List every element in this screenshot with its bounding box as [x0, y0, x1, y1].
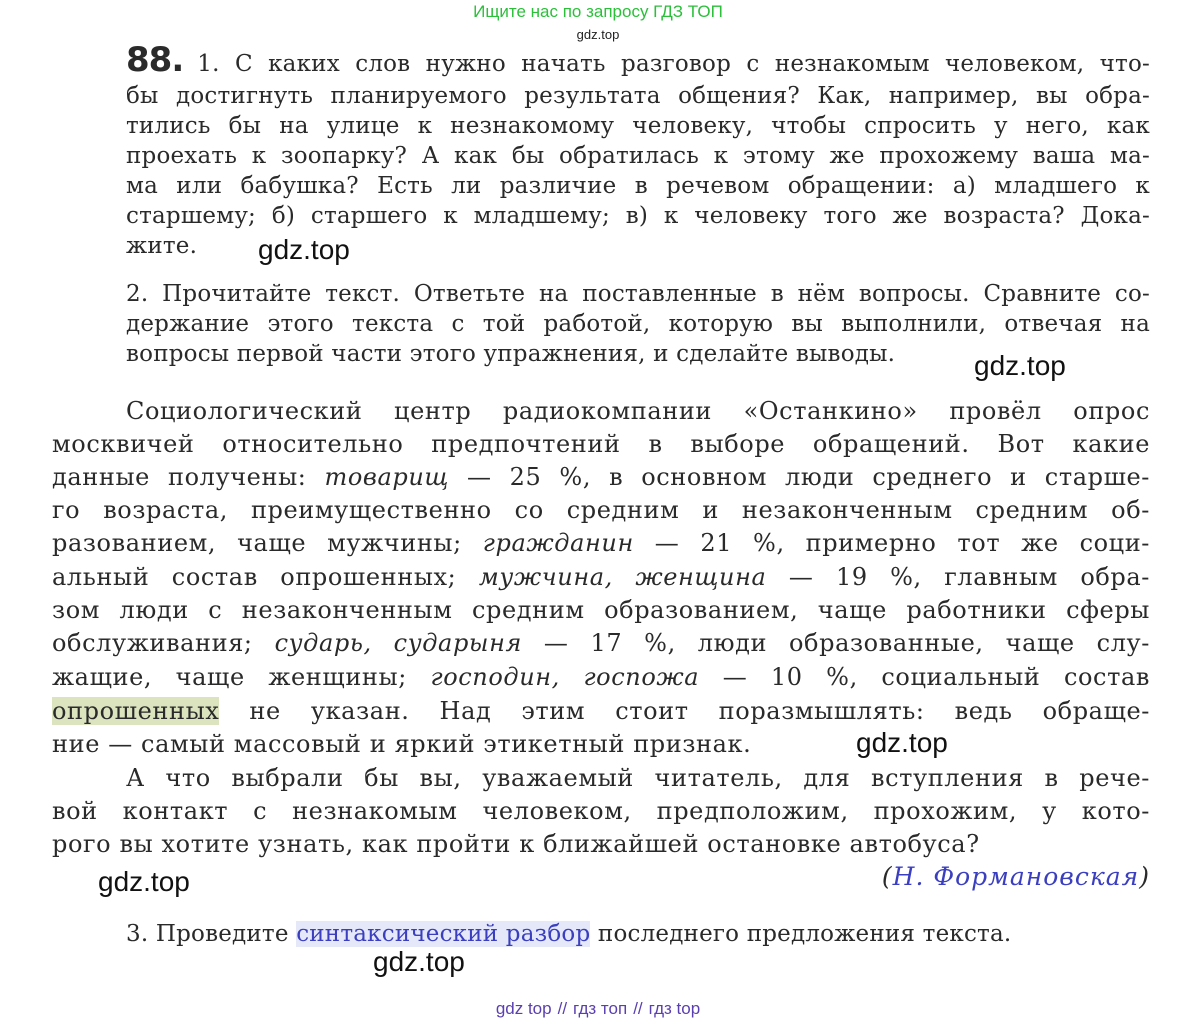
footer-links — [0, 999, 1196, 1019]
text-span: жащие, чаще женщины; — [52, 663, 431, 691]
term-italic: мужчина, женщина — [478, 563, 767, 591]
text-line: зом люди с незаконченным средним образованием, чаще работники сферы — [52, 596, 1150, 624]
term-italic: господин, госпожа — [430, 663, 700, 691]
text-span: последнего предложения текста. — [590, 921, 1012, 947]
text-span: разованием, чаще мужчины; — [52, 529, 483, 557]
text-span: — 21 %, примерно тот же соци- — [633, 529, 1151, 557]
text-line: москвичей относительно предпочтений в выборе обращений. Вот какие — [52, 430, 1150, 458]
footer-separator: // — [557, 999, 568, 1018]
watermark: gdz.top — [258, 234, 350, 265]
text-line: вой контакт с незнакомым человеком, предположим, прохожим, у кото- — [52, 797, 1150, 825]
task2-line: вопросы первой части этого упражнения, и сделайте выводы. — [126, 341, 896, 367]
text-line — [52, 695, 1150, 728]
watermark: gdz.top — [974, 350, 1066, 381]
text-line — [52, 527, 1150, 560]
text-span: — 25 %, в основном люди среднего и старше- — [449, 463, 1150, 491]
author-name: Н. Формановская — [892, 862, 1140, 891]
task3-line — [126, 919, 1011, 949]
task1-line: тились бы на улице к незнакомому человеку, чтобы спросить у него, как — [126, 113, 1150, 139]
task1-line: жите. — [126, 233, 198, 259]
watermark: gdz.top — [98, 866, 190, 897]
text-line: ние — самый массовый и яркий этикетный признак. — [52, 730, 752, 758]
task1-line: ма или бабушка? Есть ли различие в речевом обращении: а) младшего к — [126, 173, 1150, 199]
task1-text: 1. С каких слов нужно начать разговор с незнакомым человеком, что- — [197, 51, 1150, 77]
text-line — [52, 461, 1150, 494]
task1-line: бы достигнуть планируемого результата общения? Как, например, вы обра- — [126, 83, 1150, 109]
task2-line: 2. Прочитайте текст. Ответьте на поставленные в нём вопросы. Сравните со- — [126, 281, 1150, 307]
text-line: А что выбрали бы вы, уважаемый читатель, для вступления в рече- — [126, 764, 1150, 792]
text-line: рого вы хотите узнать, как пройти к ближайшей остановке автобуса? — [52, 830, 980, 858]
text-span: альный состав опрошенных; — [52, 563, 479, 591]
task1-line: проехать к зоопарку? А как бы обратилась к этому же прохожему ваша ма- — [126, 143, 1150, 169]
text-span: — 19 %, главным обра- — [766, 563, 1150, 591]
text-line — [52, 627, 1150, 660]
text-line — [52, 561, 1150, 594]
text-line: го возраста, преимущественно со средним и незаконченным средним об- — [52, 496, 1150, 524]
text-line: Социологический центр радиокомпании «Останкино» провёл опрос — [126, 397, 1150, 425]
watermark: gdz.top — [373, 946, 465, 977]
exercise-number: 88. — [126, 40, 184, 80]
highlighted-word[interactable]: опрошенных — [52, 697, 220, 725]
syntax-analysis-link[interactable]: синтаксический разбор — [296, 921, 591, 947]
text-span: — 10 %, социальный состав — [699, 663, 1150, 691]
text-span: 3. Проведите — [126, 921, 297, 947]
text-span: — 17 %, люди образованные, чаще слу- — [521, 629, 1150, 657]
watermark: gdz.top — [856, 727, 948, 758]
term-italic: сударь, сударыня — [274, 629, 522, 657]
footer-separator: // — [633, 999, 643, 1018]
top-banner[interactable]: Ищите нас по запросу ГДЗ ТОП — [473, 2, 723, 21]
term-italic: товарищ — [324, 463, 450, 491]
text-span: обслуживания; — [52, 629, 275, 657]
footer-link[interactable]: гдз топ — [573, 999, 628, 1018]
task2-line: держание этого текста с той работой, которую вы выполнили, отвечая на — [126, 311, 1150, 337]
author-attribution: (Н. Формановская) — [881, 862, 1150, 891]
text-span: данные получены: — [52, 463, 325, 491]
task1-line — [126, 40, 1150, 80]
footer-link[interactable]: gdz top — [495, 999, 552, 1018]
text-span: не указан. Над этим стоит поразмышлять: ведь обраще- — [219, 697, 1150, 725]
footer-link[interactable]: гдз top — [648, 999, 701, 1018]
text-line — [52, 661, 1150, 694]
task1-line: старшему; б) старшего к младшему; в) к человеку того же возраста? Дока- — [126, 203, 1150, 229]
term-italic: гражданин — [482, 529, 634, 557]
site-label: gdz.top — [576, 27, 620, 42]
